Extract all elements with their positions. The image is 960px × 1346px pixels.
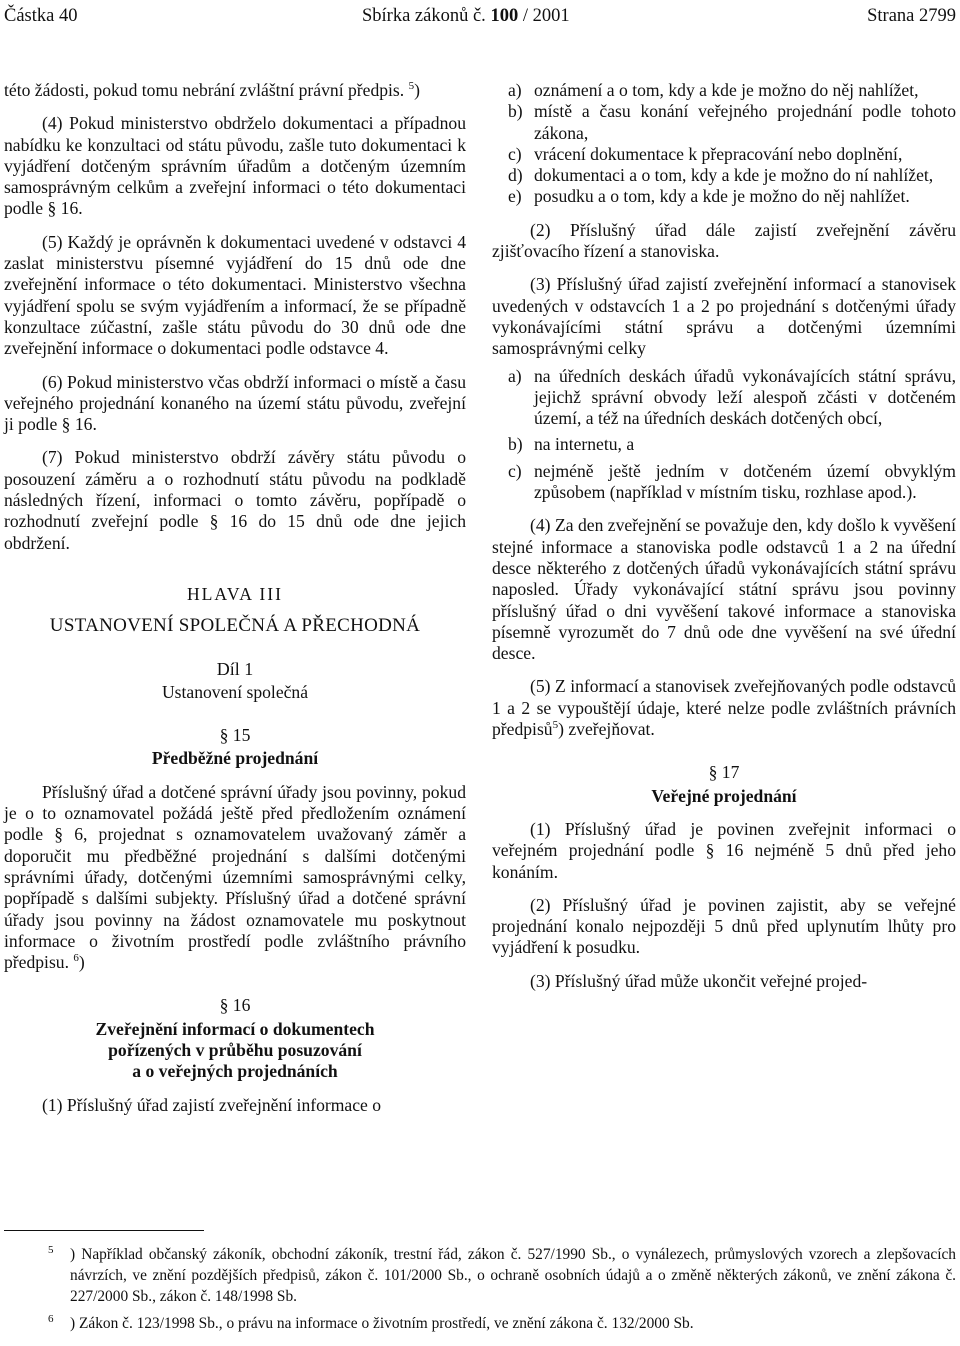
header-page-number: Strana 2799	[867, 6, 956, 26]
footnote-reference: 5	[408, 80, 415, 93]
paragraph-4: (4) Pokud ministerstvo obdrželo dokumentaci a případnou nabídku ke konzultaci od státu původu, zašle tuto dokumentaci k vyjádření dotčeným správním úřadům a dotčeným územním samosprávným celkům a zveřejní informaci o této dokumentaci podle § 16.	[4, 113, 466, 219]
footnote-mark	[48, 1313, 54, 1334]
footnote-separator	[4, 1230, 204, 1231]
paragraph-6: (6) Pokud ministerstvo včas obdrží informaci o místě a času veřejného projednání konaného na území státu původu, zveřejní ji podle § 16.	[4, 371, 466, 435]
footnote-text: ) Zákon č. 123/1998 Sb., o právu na informace o životním prostředí, ve znění zákona č. 132/2000 Sb.	[70, 1315, 694, 1332]
paragraph-5: (5) Každý je oprávněn k dokumentaci uvedené v odstavci 4 zaslat ministerstvu písemné vyjádření do 15 dnů ode dne zveřejnění informace o této dokumentaci. Ministerstvo všechna vyjádření spolu se svým vyjádřením a informací, že se případně konzultace zúčastní, zašle státu původu do 30 dnů ode dne zveřejnění informace o dokumentaci podle odstavce 4.	[4, 231, 466, 359]
list-item	[492, 366, 956, 430]
footnotes	[4, 1244, 956, 1334]
section-15-body: Příslušný úřad a dotčené správní úřady jsou povinny, pokud je o to oznamovatel požádá ještě před předložením oznámení podle § 6, projednat s oznamovatelem uvažovaný záměr a doporučit mu předběžné projednání s dalšími dotčenými správními úřady, dotčenými územními samosprávnými celky, popřípadě s dalšími subjekty. Příslušný úřad a dotčené správní úřady jsou povinny na žádost oznamovatele mu poskytnout informace o životním prostředí podle zvláštního právního předpisu.	[4, 781, 466, 973]
section-16-paragraph-1: (1) Příslušný úřad zajistí zveřejnění informace o	[42, 1094, 382, 1115]
list-item-label: a)	[508, 80, 522, 100]
list-item	[492, 101, 956, 144]
chapter-title: USTANOVENÍ SPOLEČNÁ A PŘECHODNÁ	[49, 615, 421, 637]
list-item	[492, 165, 956, 186]
section-16-paragraph-3: (3) Příslušný úřad zajistí zveřejnění informací a stanovisek uvedených v odstavcích 1 a 2 po projednání s dotčenými úřady vykonávajícími státní správu a dotčenými územními samosprávnými celky	[492, 274, 956, 359]
list-item	[492, 434, 956, 455]
section-16-paragraph-4: (4) Za den zveřejnění se považuje den, kdy došlo k vyvěšení stejné informace a stanoviska podle odstavců 1 a 2 na úřední desce některého z dotčených úřadů vykonávajících státní správu naposled. Úřady vykonávající státní správu jsou povinny příslušný úřad o dni vyvěšení takové informace a stanoviska písemně vyrozumět do 7 dnů ode dne vyvěšení na své úřední desce.	[492, 515, 956, 664]
header-collection-prefix: Sbírka zákonů č.	[362, 6, 486, 26]
footnote-mark	[48, 1244, 54, 1265]
list-item	[492, 80, 956, 101]
section-16-paragraph-2: (2) Příslušný úřad dále zajistí zveřejnění závěru zjišťovacího řízení a stanoviska.	[492, 219, 956, 262]
paragraph-continuation-text: této žádosti, pokud tomu nebrání zvláštní právní předpis.	[4, 80, 405, 100]
list-item-label: d)	[508, 165, 523, 186]
list-item	[492, 144, 956, 165]
list-item-label: c)	[508, 143, 522, 164]
section-15-title: Předběžné projednání	[151, 748, 319, 769]
page-header	[4, 6, 956, 34]
footnote-6	[4, 1313, 956, 1334]
list-item-text: místě a času konání veřejného projednání podle tohoto zákona,	[534, 101, 956, 143]
footnote-reference: 6	[73, 952, 79, 965]
section-16-title-line-3: a o veřejných projednáních	[132, 1061, 338, 1082]
footnote-mark-number: 6	[48, 1312, 54, 1325]
section-16-paragraph-5	[492, 676, 956, 740]
section-17-paragraph-3: (3) Příslušný úřad může ukončit veřejné projed-	[530, 970, 868, 991]
list-item-label: e)	[508, 186, 522, 207]
footnote-text: ) Například občanský zákoník, obchodní zákoník, trestní řád, zákon č. 527/1990 Sb., o vynálezech, průmyslových vzorech a zlepšovacích návrzích, ve znění pozdějších předpisů, zákon č. 101/2000 Sb., o ochraně osobních údajů a o změně některých zákonů, ve znění zákona č. 227/2000 Sb., zákon č. 148/1998 Sb.	[70, 1246, 956, 1305]
section-17-title: Veřejné projednání	[651, 785, 797, 806]
section-16-paragraph-5-text: (5) Z informací a stanovisek zveřejňovaných podle odstavců 1 a 2 se vypouštějí údaje, které nelze podle zvláštních právních předpisů	[492, 676, 956, 740]
list-item-text: dokumentaci a o tom, kdy a kde je možno do ní nahlížet,	[534, 165, 934, 186]
part-title: Ustanovení společná	[161, 681, 309, 702]
part-heading: Díl 1	[216, 658, 254, 679]
footnote-mark-number: 5	[48, 1243, 54, 1256]
list-item-label: c)	[508, 460, 522, 481]
list-item-text: vrácení dokumentace k přepracování nebo doplnění,	[534, 143, 903, 164]
list-item-text: nejméně ještě jedním v dotčeném území obvyklým způsobem (například v místním tisku, rozhlase apod.).	[534, 460, 956, 503]
list-item-label: b)	[508, 434, 523, 455]
list-item-label: a)	[508, 365, 522, 386]
list-item-text: na úředních deskách úřadů vykonávajících státní správu, jejichž správní obvody leží alespoň zčásti v dotčeném území, a též na úředních deskách dotčených obcí,	[534, 365, 956, 429]
list-item-text: oznámení a o tom, kdy a kde je možno do něj nahlížet,	[534, 80, 919, 100]
header-collection-suffix: / 2001	[522, 6, 570, 26]
section-16-paragraph-5-end: ) zveřejňovat.	[558, 719, 655, 740]
section-16-title-line-1: Zveřejnění informací o dokumentech	[95, 1018, 375, 1039]
list-item-label: b)	[508, 101, 523, 122]
list-item	[492, 461, 956, 504]
paragraph-7: (7) Pokud ministerstvo obdrží závěry státu původu o posouzení záměru a o rozhodnutí státu původu na podkladě následných řízení, informaci o tomto závěru, popřípadě o rozhodnutí zveřejní podle § 16 do 15 dnů ode dne jejich obdržení.	[4, 447, 466, 553]
footnote-reference: 5	[552, 719, 559, 732]
footnote-5	[4, 1244, 956, 1307]
footnote-reference-close: )	[414, 80, 420, 100]
header-collection-number: 100	[490, 6, 519, 26]
section-16-number: § 16	[219, 995, 251, 1016]
footnote-reference-close: )	[78, 952, 85, 973]
chapter-heading: HLAVA III	[186, 583, 284, 604]
section-16-title-line-2: pořízených v průběhu posuzování	[108, 1039, 362, 1060]
right-column	[492, 80, 956, 992]
list-item	[492, 186, 956, 207]
header-collection	[362, 6, 570, 27]
paragraph-continuation	[4, 80, 466, 101]
section-17-paragraph-1: (1) Příslušný úřad je povinen zveřejnit informaci o veřejném projednání podle § 16 nejméně 5 dnů před jeho konáním.	[492, 818, 956, 882]
section-17-number: § 17	[708, 762, 740, 783]
section-15-text	[4, 782, 466, 974]
left-column	[4, 80, 466, 1116]
section-17-paragraph-2: (2) Příslušný úřad je povinen zajistit, aby se veřejné projednání konalo nejpozději 5 dnů před uplynutím lhůty pro vyjádření k posudku.	[492, 894, 956, 958]
section-16-list-2	[492, 366, 956, 504]
section-16-list-1	[492, 80, 956, 208]
list-item-text: na internetu, a	[534, 434, 635, 455]
header-part: Částka 40	[4, 6, 78, 26]
section-15-number: § 15	[219, 725, 251, 746]
list-item-text: posudku a o tom, kdy a kde je možno do něj nahlížet.	[534, 186, 910, 207]
